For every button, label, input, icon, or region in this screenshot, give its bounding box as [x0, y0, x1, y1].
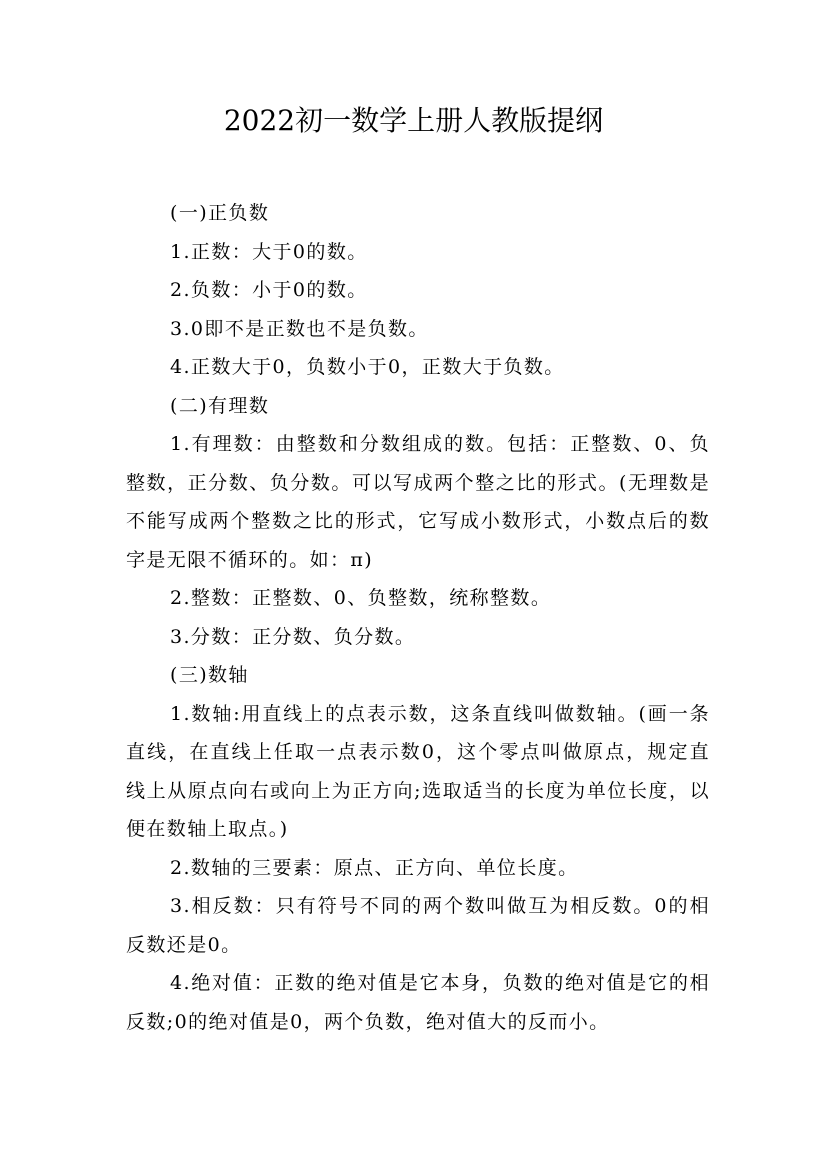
- section-heading-positive-negative: (一)正负数: [170, 202, 270, 224]
- paragraph-absolute-value: 4.绝对值：正数的绝对值是它本身，负数的绝对值是它的相反数;0的绝对值是0，两个负数，绝对值大的反而小。: [126, 972, 710, 1033]
- paragraph-opposite-number: 3.相反数：只有符号不同的两个数叫做互为相反数。0的相反数还是0。: [126, 895, 710, 956]
- paragraph-fraction: 3.分数：正分数、负分数。: [170, 625, 416, 648]
- paragraph-integer: 2.整数：正整数、0、负整数，统称整数。: [170, 587, 552, 609]
- document-body: [126, 194, 710, 1041]
- paragraph-number-line: 1.数轴:用直线上的点表示数，这条直线叫做数轴。(画一条直线，在直线上任取一点表示数0，这个零点叫做原点，规定直线上从原点向右或向上为正方向;选取适当的长度为单位长度，以便在数轴上取点。): [126, 702, 710, 840]
- paragraph-positive-number: 1.正数：大于0的数。: [170, 240, 368, 263]
- document-title: 2022初一数学上册人教版提纲: [223, 104, 604, 137]
- paragraph-rational-number: 1.有理数：由整数和分数组成的数。包括：正整数、0、负整数，正分数、负分数。可以写成两个整之比的形式。(无理数是不能写成两个整数之比的形式，它写成小数形式，小数点后的数字是无限不循环的。如：π): [126, 433, 710, 571]
- paragraph-negative-number: 2.负数：小于0的数。: [170, 279, 368, 301]
- paragraph-number-line-elements: 2.数轴的三要素：原点、正方向、单位长度。: [170, 856, 579, 879]
- section-heading-number-line: (三)数轴: [170, 664, 249, 686]
- section-heading-rational-numbers: (二)有理数: [170, 394, 270, 417]
- paragraph-comparison: 4.正数大于0，负数小于0，正数大于负数。: [170, 356, 565, 378]
- paragraph-zero: 3.0即不是正数也不是负数。: [170, 317, 429, 340]
